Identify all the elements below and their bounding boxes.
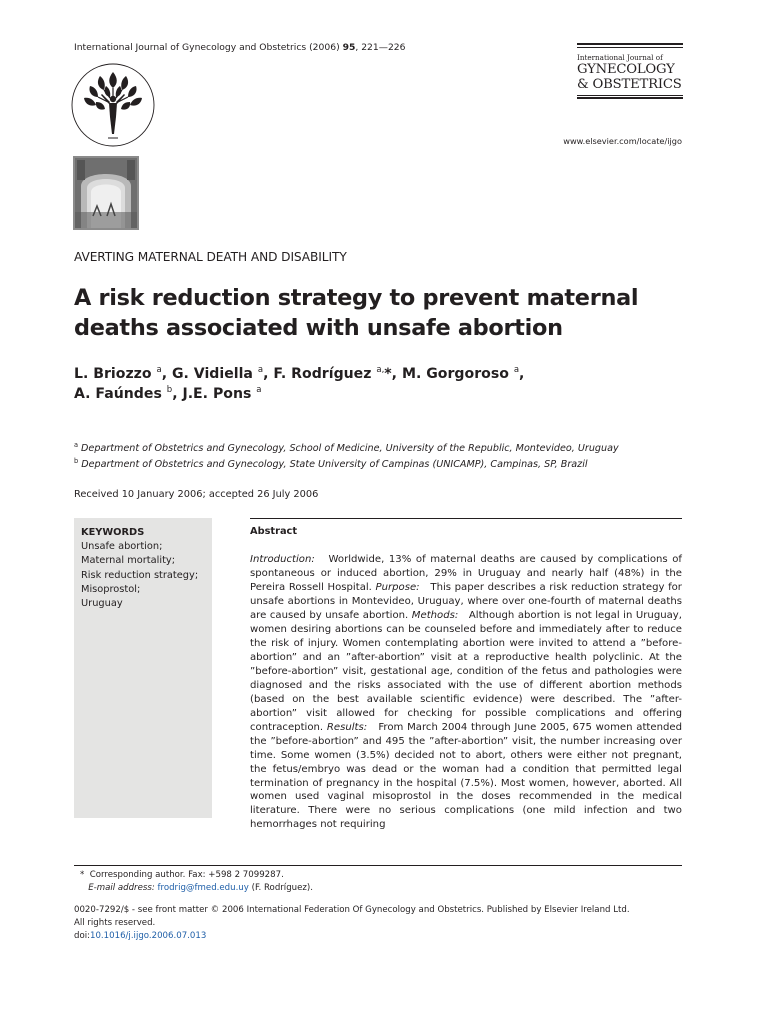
journal-citation — [74, 42, 405, 53]
author-name: J.E. Pons — [182, 386, 252, 402]
masthead-small-text: International Journal of — [577, 53, 663, 62]
received-dates: Received 10 January 2006; accepted 26 July 2006 — [74, 489, 319, 500]
author-separator: , — [519, 366, 525, 382]
author-separator: , — [263, 366, 274, 382]
affiliation-item — [74, 457, 694, 473]
footnote-rule — [74, 865, 682, 866]
paper-title — [74, 283, 674, 343]
citation-prefix: International Journal of Gynecology and Obstetrics (2006) — [74, 42, 343, 53]
masthead-line-1: GYNECOLOGY — [577, 62, 675, 77]
journal-url-link[interactable]: www.elsevier.com/locate/ijgo — [563, 136, 682, 146]
footnote-email-link[interactable]: frodrig@fmed.edu.uy — [157, 883, 249, 893]
section-label: AVERTING MATERNAL DEATH AND DISABILITY — [74, 250, 347, 264]
footnote-email-label: E-mail address: — [88, 883, 155, 893]
citation-volume: 95 — [342, 42, 356, 53]
journal-masthead — [577, 43, 683, 99]
author-separator: , — [172, 386, 183, 402]
abstract-top-rule — [250, 518, 682, 519]
abstract-heading: Abstract — [250, 526, 298, 537]
keyword-item: Maternal mortality; — [81, 555, 176, 567]
corresponding-author-star[interactable]: * — [384, 366, 392, 382]
affiliation-item — [74, 441, 694, 457]
affiliation-mark: a — [74, 441, 79, 449]
affiliation-text: Department of Obstetrics and Gynecology, School of Medicine, University of the Republic, Montevideo, Uruguay — [81, 443, 619, 454]
keyword-item: Risk reduction strategy; — [81, 569, 199, 581]
keyword-item: Misoprostol; — [81, 583, 141, 595]
footnote-line-2 — [80, 882, 313, 895]
author-affiliation-mark: a — [256, 385, 262, 395]
copyright-block — [74, 904, 686, 943]
masthead-top-rule — [577, 43, 683, 48]
abstract-body — [250, 553, 682, 831]
abstract-results-label: Results: — [326, 721, 368, 733]
abstract-methods-label: Methods: — [411, 609, 459, 621]
masthead-bottom-rule — [577, 95, 683, 99]
author-separator: , — [161, 366, 172, 382]
abstract-intro-label: Introduction: — [250, 554, 315, 565]
author-affiliation-mark: a, — [376, 365, 385, 375]
authors-line-2 — [74, 384, 674, 404]
masthead-line-2: & OBSTETRICS — [577, 77, 682, 92]
copyright-line-2: All rights reserved. — [74, 918, 156, 928]
footnote-star: * — [80, 870, 85, 880]
keywords-heading: KEYWORDS — [81, 527, 145, 538]
author-name: M. Gorgoroso — [401, 366, 509, 382]
author-name: F. Rodríguez — [273, 366, 372, 382]
abstract-purpose-label: Purpose: — [375, 581, 420, 593]
author-affiliation-mark: a — [513, 365, 520, 375]
doi-line — [74, 930, 686, 943]
author-list — [74, 364, 674, 404]
abstract-intro-text: Worldwide, 13% of maternal deaths are caused by complications of spontaneous or induced abortion, 29% in Uruguay and nearly half (48%) in the Pereira Rossell Hospital. — [250, 554, 682, 593]
author-affiliation-mark: a — [257, 365, 264, 375]
authors-line-1 — [74, 364, 674, 384]
abstract-methods-text: Although abortion is not legal in Uruguay, women desiring abortions can be counseled before and immediately after to reduce the risk of injury. Women contemplating abortion were invited to attend a ”before-abortion” and an ”after-abortion” visit at a reproductive health polyclinic. At the ”before-abortion” visit, gestational age, condition of the fetus and pathologies were diagnosed and the risks associated with the use of different abortion methods (based on the best available scientific evidence) were described. The ”after-abortion” visit allowed for checking for possible complications and offering contraception. — [250, 609, 682, 733]
affiliation-text: Department of Obstetrics and Gynecology, State University of Campinas (UNICAMP), Campinas, SP, Brazil — [81, 458, 588, 470]
author-affiliation-mark: a — [156, 365, 162, 375]
footnote-corresponding: Corresponding author. Fax: +598 2 7099287. — [89, 870, 284, 880]
abstract-purpose-text: This paper describes a risk reduction strategy for unsafe abortions in Montevideo, Uruguay, where over one-fourth of maternal deaths are caused by unsafe abortion. — [250, 581, 682, 621]
tree-figure-logo — [70, 62, 156, 148]
footnote-email-suffix: (F. Rodríguez). — [251, 883, 313, 893]
doi-prefix: doi: — [74, 931, 90, 941]
author-name: A. Faúndes — [74, 386, 162, 402]
author-separator: , — [391, 366, 402, 382]
copyright-line-1: 0020-7292/$ - see front matter © 2006 International Federation Of Gynecology and Obstetrics. Published by Elsevier Ireland Ltd. — [74, 905, 630, 915]
footnote-line-1 — [80, 869, 313, 882]
keyword-item: Uruguay — [81, 598, 123, 610]
archway-image — [73, 156, 139, 230]
keyword-item: Unsafe abortion; — [81, 541, 163, 552]
affiliation-mark: b — [74, 456, 79, 465]
keywords-box — [74, 518, 212, 818]
doi-link[interactable]: 10.1016/j.ijgo.2006.07.013 — [90, 931, 207, 941]
citation-pages: , 221—226 — [355, 42, 406, 53]
abstract-results-text: From March 2004 through June 2005, 675 women attended the ”before-abortion” and 495 the ”after-abortion” visit, the number increasing over time. Some women (3.5%) decided not to abort, others were either not pregnant, the fetus/embryo was dead or the woman had a condition that permitted legal termination of pregnancy in the hospital (7.5%). Most women, however, aborted. All women used vaginal misoprostol in the doses recommended in the medical literature. There were no serious complications (one mild infection and two hemorrhages not requiring — [250, 721, 682, 831]
author-affiliation-mark: b — [166, 385, 173, 395]
title-line-2: deaths associated with unsafe abortion — [74, 315, 563, 341]
author-name: G. Vidiella — [171, 366, 253, 382]
author-name: L. Briozzo — [74, 366, 152, 382]
affiliation-list — [74, 441, 694, 472]
corresponding-author-footnote — [80, 869, 313, 895]
title-line-1: A risk reduction strategy to prevent maternal — [74, 285, 639, 311]
